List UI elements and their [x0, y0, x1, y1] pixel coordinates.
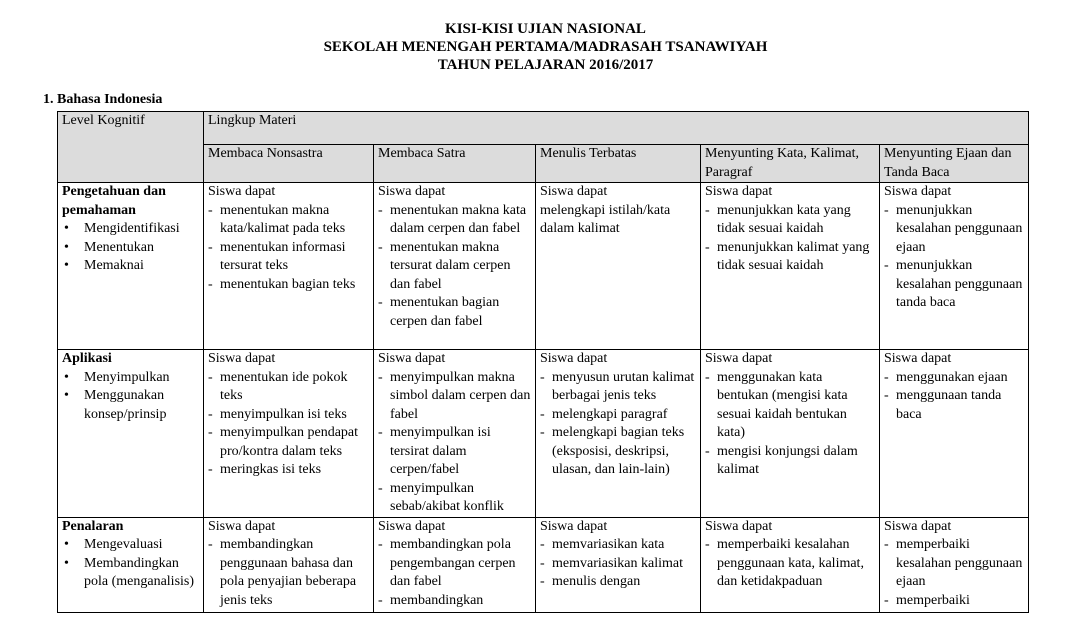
content-cell [880, 350, 1029, 518]
content-cell [204, 183, 374, 350]
lingkup-materi-header: Lingkup Materi [204, 112, 1029, 145]
list-item: - memperbaiki kesalahan penggunaan ejaan [884, 536, 1024, 592]
cell-intro: Siswa dapat [378, 518, 446, 534]
level-title: Pengetahuan dan pemahaman [62, 184, 166, 218]
list-item: - menentukan bagian cerpen dan fabel [378, 294, 531, 331]
cell-intro: Siswa dapat [884, 184, 952, 199]
list-item: - memperbaiki [884, 592, 1024, 611]
column-header-menyunting-kata: Menyunting Kata, Kalimat, Paragraf [701, 145, 880, 183]
title-line-3: TAHUN PELAJARAN 2016/2017 [437, 57, 654, 73]
cell-list [208, 536, 369, 610]
content-cell [536, 183, 701, 350]
content-cell [701, 350, 880, 518]
cell-intro: Siswa dapat [208, 518, 276, 534]
list-item: - memvariasikan kalimat [540, 555, 696, 574]
cell-intro: Siswa dapat [208, 184, 276, 199]
cell-intro: Siswa dapat [540, 351, 608, 366]
content-cell [374, 517, 536, 612]
document-title [0, 20, 1091, 74]
cell-text: melengkapi istilah/kata dalam kalimat [540, 202, 671, 236]
list-item: - menyusun urutan kalimat berbagai jenis teks [540, 369, 696, 406]
level-item: • Memaknai [62, 257, 199, 276]
content-cell [374, 350, 536, 518]
list-item: - memperbaiki kesalahan penggunaan kata, kalimat, dan ketidakpaduan [705, 536, 875, 592]
content-cell [374, 183, 536, 350]
cell-list [208, 369, 369, 480]
list-item: - melengkapi bagian teks (eksposisi, deskripsi, ulasan, dan lain-lain) [540, 424, 696, 480]
level-item: • Menyimpulkan [62, 369, 199, 388]
cell-list [378, 369, 531, 517]
cell-intro: Siswa dapat [540, 518, 608, 534]
level-list [62, 369, 199, 425]
level-item: • Menggunakan konsep/prinsip [62, 387, 199, 424]
content-cell [701, 517, 880, 612]
cell-list [884, 536, 1024, 610]
title-line-1: KISI-KISI UJIAN NASIONAL [445, 21, 646, 37]
list-item: - menunjukkan kalimat yang tidak sesuai kaidah [705, 239, 875, 276]
cell-list [540, 536, 696, 592]
list-item: - menunjukkan kesalahan penggunaan tanda baca [884, 257, 1024, 313]
level-cell [58, 517, 204, 612]
list-item: - menyimpulkan sebab/akibat konflik [378, 480, 531, 517]
column-header-membaca-satra: Membaca Satra [374, 145, 536, 183]
list-item: - membandingkan penggunaan bahasa dan pola penyajian beberapa jenis teks [208, 536, 369, 610]
content-cell [536, 350, 701, 518]
level-item: • Menentukan [62, 239, 199, 258]
list-item: - melengkapi paragraf [540, 406, 696, 425]
content-cell [204, 517, 374, 612]
list-item: - menyimpulkan isi teks [208, 406, 369, 425]
list-item: - menyimpulkan isi tersirat dalam cerpen/fabel [378, 424, 531, 480]
content-cell [880, 517, 1029, 612]
content-cell [701, 183, 880, 350]
level-cell [58, 350, 204, 518]
list-item: - menulis dengan [540, 573, 696, 592]
list-item: - menentukan makna kata dalam cerpen dan fabel [378, 202, 531, 239]
list-item: - menunjukkan kata yang tidak sesuai kaidah [705, 202, 875, 239]
cell-intro: Siswa dapat [208, 351, 276, 366]
section-title: 1. Bahasa Indonesia [43, 92, 163, 107]
level-kognitif-header: Level Kognitif [58, 112, 204, 183]
cell-list [705, 202, 875, 276]
level-title: Penalaran [62, 518, 124, 534]
cell-list [884, 369, 1024, 425]
level-item: • Mengidentifikasi [62, 220, 199, 239]
cell-intro: Siswa dapat [884, 351, 952, 366]
list-item: - memvariasikan kata [540, 536, 696, 555]
cell-intro: Siswa dapat [540, 184, 608, 199]
list-item: - menggunakan ejaan [884, 369, 1024, 388]
level-item: • Membandingkan pola (menganalisis) [62, 555, 199, 592]
list-item: - menentukan informasi tersurat teks [208, 239, 369, 276]
cell-list [208, 202, 369, 295]
kisi-kisi-table [57, 111, 1029, 613]
list-item: - membandingkan [378, 592, 531, 611]
list-item: - menyimpulkan pendapat pro/kontra dalam teks [208, 424, 369, 461]
title-line-2: SEKOLAH MENENGAH PERTAMA/MADRASAH TSANAWIYAH [323, 39, 768, 55]
column-header-menyunting-ejaan: Menyunting Ejaan dan Tanda Baca [880, 145, 1029, 183]
level-list [62, 536, 199, 592]
content-cell [204, 350, 374, 518]
cell-intro: Siswa dapat [884, 518, 952, 534]
list-item: - menunjukkan kesalahan penggunaan ejaan [884, 202, 1024, 258]
list-item: - membandingkan pola pengembangan cerpen dan fabel [378, 536, 531, 592]
cell-list [378, 536, 531, 610]
cell-list [705, 369, 875, 480]
list-item: - menentukan ide pokok teks [208, 369, 369, 406]
cell-list [540, 369, 696, 480]
cell-list [705, 536, 875, 592]
table-row [58, 517, 1029, 612]
cell-list [378, 202, 531, 332]
cell-list [884, 202, 1024, 313]
cell-intro: Siswa dapat [378, 351, 446, 366]
table-row [58, 183, 1029, 350]
column-header-membaca-nonsastra: Membaca Nonsastra [204, 145, 374, 183]
level-list [62, 220, 199, 276]
cell-intro: Siswa dapat [705, 518, 773, 534]
cell-intro: Siswa dapat [705, 184, 773, 199]
cell-intro: Siswa dapat [705, 351, 773, 366]
level-title: Aplikasi [62, 351, 112, 366]
column-header-menulis-terbatas: Menulis Terbatas [536, 145, 701, 183]
list-item: - menentukan bagian teks [208, 276, 369, 295]
content-cell [536, 517, 701, 612]
list-item: - menentukan makna tersurat dalam cerpen dan fabel [378, 239, 531, 295]
list-item: - menyimpulkan makna simbol dalam cerpen dan fabel [378, 369, 531, 425]
cell-intro: Siswa dapat [378, 184, 446, 199]
level-item: • Mengevaluasi [62, 536, 199, 555]
list-item: - menggunaan tanda baca [884, 387, 1024, 424]
list-item: - menggunakan kata bentukan (mengisi kata sesuai kaidah bentukan kata) [705, 369, 875, 443]
list-item: - meringkas isi teks [208, 461, 369, 480]
content-cell [880, 183, 1029, 350]
list-item: - menentukan makna kata/kalimat pada teks [208, 202, 369, 239]
level-cell [58, 183, 204, 350]
table-row [58, 350, 1029, 518]
list-item: - mengisi konjungsi dalam kalimat [705, 443, 875, 480]
